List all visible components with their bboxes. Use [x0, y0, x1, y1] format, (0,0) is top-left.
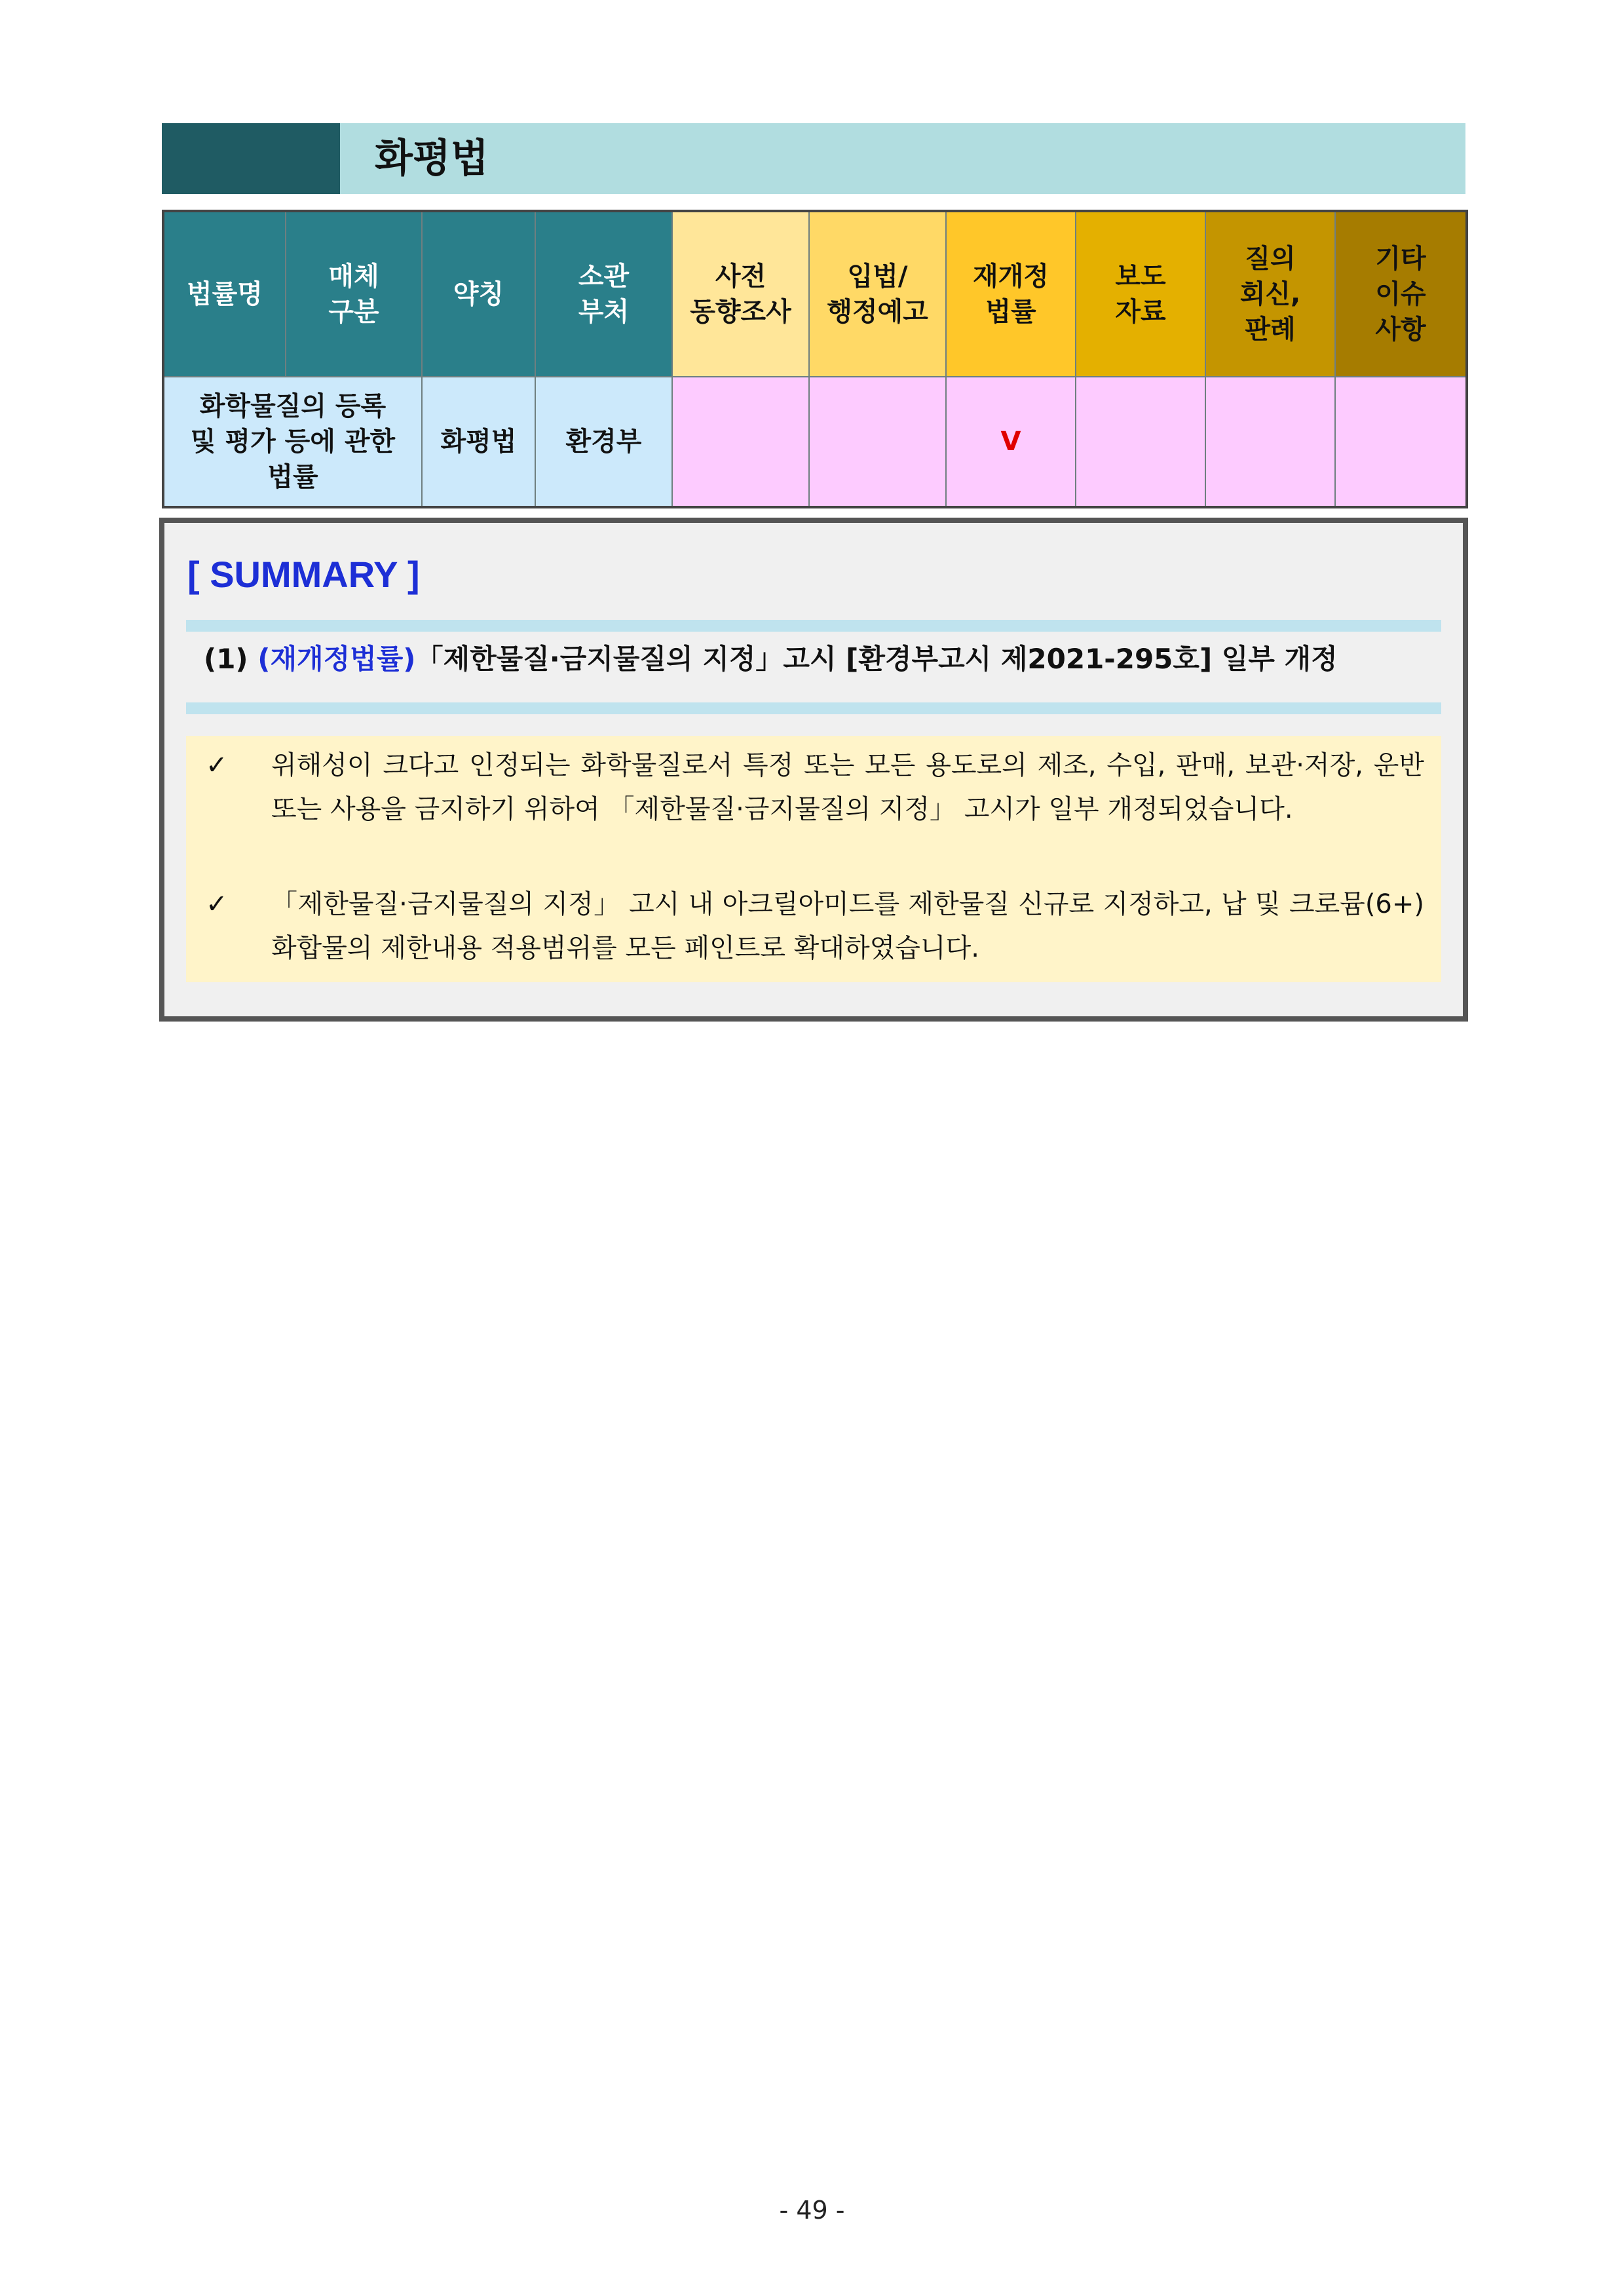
header-press-release: 보도 자료 — [1076, 211, 1205, 377]
page-number: - 49 - — [779, 2196, 845, 2225]
law-status-table — [162, 210, 1468, 508]
bullet-text: 「제한물질·금지물질의 지정」 고시 내 아크릴아미드를 제한물질 신규로 지정하고, 납 및 크로뮴(6+)화합물의 제한내용 적용범위를 모든 페인트로 확대하였습니다. — [271, 889, 1424, 963]
cell-amendment-mark: V — [946, 377, 1076, 507]
header-abbreviation: 약칭 — [422, 211, 535, 377]
header-law-name: 법률명 — [163, 211, 286, 377]
item-title-text: 「제한물질·금지물질의 지정」고시 [환경부고시 제2021-295호] 일부 개정 — [415, 643, 1338, 675]
cell-qa-ruling — [1205, 377, 1335, 507]
header-legislative-notice: 입법/ 행정예고 — [809, 211, 946, 377]
summary-bullet-list — [186, 736, 1441, 982]
title-accent-block — [162, 123, 340, 194]
item-category: (재개정법률) — [257, 643, 416, 675]
item-number: (1) — [204, 643, 248, 675]
cell-abbreviation: 화평법 — [422, 377, 535, 507]
cell-press-release — [1076, 377, 1205, 507]
list-item — [206, 744, 1424, 832]
cell-pre-survey — [672, 377, 809, 507]
cell-legislative-notice — [809, 377, 946, 507]
header-amendment: 재개정 법률 — [946, 211, 1076, 377]
summary-box — [159, 518, 1468, 1022]
table-header-row — [163, 211, 1467, 377]
summary-divider-top — [186, 620, 1441, 632]
cell-ministry: 환경부 — [535, 377, 672, 507]
section-title-bar — [162, 123, 1465, 194]
header-other-issues: 기타 이슈 사항 — [1335, 211, 1467, 377]
header-media-type: 매체 구분 — [286, 211, 422, 377]
cell-other-issues — [1335, 377, 1467, 507]
header-ministry: 소관 부처 — [535, 211, 672, 377]
summary-heading: [ SUMMARY ] — [187, 554, 420, 595]
page-title: 화평법 — [375, 136, 489, 182]
header-pre-survey: 사전 동향조사 — [672, 211, 809, 377]
summary-divider-bottom — [186, 702, 1441, 714]
header-qa-ruling: 질의 회신, 판례 — [1205, 211, 1335, 377]
checkmark-icon: ✓ — [206, 750, 228, 780]
cell-law-name: 화학물질의 등록 및 평가 등에 관한 법률 — [163, 377, 422, 507]
table-row — [163, 377, 1467, 507]
bullet-text: 위해성이 크다고 인정되는 화학물질로서 특정 또는 모든 용도로의 제조, 수입, 판매, 보관·저장, 운반 또는 사용을 금지하기 위하여 「제한물질·금지물질의 지정」 고시가 일부 개정되었습니다. — [271, 750, 1424, 824]
checkmark-icon: ✓ — [206, 889, 228, 919]
summary-item-title — [204, 641, 1435, 678]
list-item — [206, 883, 1424, 970]
